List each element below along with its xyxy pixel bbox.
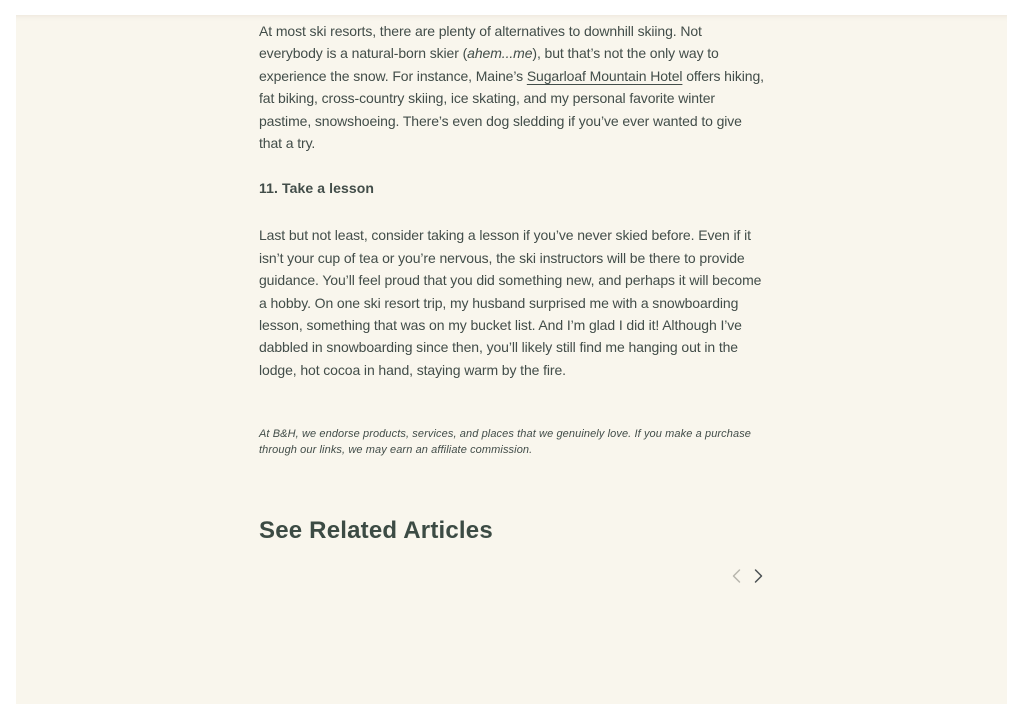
chevron-right-icon (753, 568, 764, 584)
article-content-panel (16, 15, 1007, 704)
related-articles-heading: See Related Articles (259, 517, 493, 545)
paragraph-text: offers hiking, fat biking, cross-country skiing, ice skating, and my personal favorite winter pastime, snowshoeing. There’s even dog sledding if you’ve ever wanted to give that a try. (259, 67, 764, 152)
chevron-left-icon (731, 568, 742, 584)
article-paragraph-lesson: Last but not least, consider taking a lesson if you’ve never skied before. Even if it isn’t your cup of tea or you’re nervous, the ski instructors will be there to provide guidance. You’ll feel proud that you did something new, and perhaps it will become a hobby. On one ski resort trip, my husband surprised me with a snowboarding lesson, something that was on my bucket list. And I’m glad I did it! Although I’ve dabbled in snowboarding since then, you’ll likely still find me hanging out in the lodge, hot cocoa in hand, staying warm by the fire. (259, 227, 762, 378)
paragraph-text: ), but that’s not the only way to experience the snow. For instance, Maine’s (259, 45, 719, 84)
carousel-next-button[interactable] (751, 566, 766, 586)
sugarloaf-mountain-hotel-link[interactable]: Sugarloaf Mountain Hotel (526, 67, 683, 84)
section-heading-take-a-lesson: 11. Take a lesson (259, 180, 375, 197)
italic-aside: ahem...me (467, 45, 533, 62)
article-paragraph-alternatives (259, 20, 767, 154)
article-body (259, 15, 767, 586)
related-articles-carousel-nav (259, 566, 767, 586)
paragraph-text: At most ski resorts, there are plenty of alternatives to downhill skiing. Not everybody is a natural-born skier ( (259, 23, 702, 62)
affiliate-disclaimer: At B&H, we endorse products, services, and places that we genuinely love. If you make a purchase through our links, we may earn an affiliate commission. (259, 428, 752, 456)
carousel-prev-button[interactable] (729, 566, 744, 586)
